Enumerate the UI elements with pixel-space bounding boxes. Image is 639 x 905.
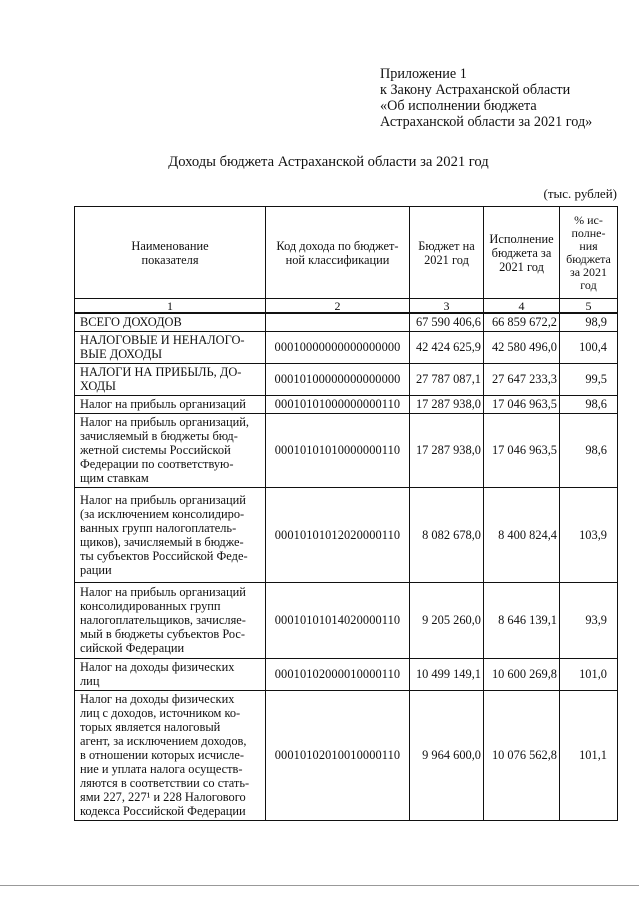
row-percent: 98,6 (560, 395, 618, 413)
units-note: (тыс. рублей) (543, 186, 617, 201)
row-name: НАЛОГОВЫЕ И НЕНАЛОГО- ВЫЕ ДОХОДЫ (75, 331, 266, 363)
row-name: Налог на прибыль организаций, зачисляемый в бюджеты бюд- жетной системы Российской Федерации по соответствую- щим ставкам (75, 413, 266, 487)
row-percent: 100,4 (560, 331, 618, 363)
row-code: 00010102000010000110 (266, 658, 410, 690)
appendix-line: к Закону Астраханской области (380, 82, 571, 98)
table-row (75, 413, 618, 487)
column-header-name: Наименование показателя (75, 207, 266, 299)
column-number: 4 (484, 299, 560, 314)
row-budget: 67 590 406,6 (410, 313, 484, 331)
row-execution: 8 400 824,4 (484, 487, 560, 582)
table-row (75, 658, 618, 690)
row-execution: 10 600 269,8 (484, 658, 560, 690)
row-code: 00010000000000000000 (266, 331, 410, 363)
row-name: ВСЕГО ДОХОДОВ (75, 313, 266, 331)
row-budget: 17 287 938,0 (410, 413, 484, 487)
row-budget: 8 082 678,0 (410, 487, 484, 582)
row-execution: 8 646 139,1 (484, 582, 560, 658)
row-name: НАЛОГИ НА ПРИБЫЛЬ, ДО- ХОДЫ (75, 363, 266, 395)
table-row (75, 487, 618, 582)
column-number: 3 (410, 299, 484, 314)
column-header-execution: Исполнение бюджета за 2021 год (484, 207, 560, 299)
table-row (75, 331, 618, 363)
row-percent: 103,9 (560, 487, 618, 582)
column-number: 1 (75, 299, 266, 314)
row-percent: 101,0 (560, 658, 618, 690)
row-percent: 99,5 (560, 363, 618, 395)
row-budget: 9 964 600,0 (410, 690, 484, 820)
row-budget: 10 499 149,1 (410, 658, 484, 690)
row-code: 00010101010000000110 (266, 413, 410, 487)
row-code (266, 313, 410, 331)
table-row (75, 582, 618, 658)
row-percent: 98,9 (560, 313, 618, 331)
table-row (75, 395, 618, 413)
appendix-block (380, 66, 630, 130)
row-budget: 42 424 625,9 (410, 331, 484, 363)
appendix-line: Приложение 1 (380, 66, 467, 82)
column-header-budget: Бюджет на 2021 год (410, 207, 484, 299)
row-budget: 27 787 087,1 (410, 363, 484, 395)
row-code: 00010101012020000110 (266, 487, 410, 582)
row-execution: 17 046 963,5 (484, 413, 560, 487)
document-title: Доходы бюджета Астраханской области за 2021 год (168, 154, 489, 170)
row-budget: 9 205 260,0 (410, 582, 484, 658)
row-name: Налог на прибыль организаций (75, 395, 266, 413)
appendix-line: Астраханской области за 2021 год» (380, 114, 593, 130)
revenue-table (74, 206, 618, 821)
column-number: 2 (266, 299, 410, 314)
table-row (75, 690, 618, 820)
row-code: 00010101014020000110 (266, 582, 410, 658)
row-name: Налог на доходы физических лиц (75, 658, 266, 690)
row-execution: 10 076 562,8 (484, 690, 560, 820)
row-percent: 98,6 (560, 413, 618, 487)
appendix-line: «Об исполнении бюджета (380, 98, 537, 114)
table-row (75, 363, 618, 395)
row-name: Налог на прибыль организаций консолидированных групп налогоплательщиков, зачисляе- мый в бюджеты субъектов Рос- сийской Федерации (75, 582, 266, 658)
row-percent: 101,1 (560, 690, 618, 820)
row-execution: 66 859 672,2 (484, 313, 560, 331)
row-name: Налог на доходы физических лиц с доходов, источником ко- торых является налоговый агент, за исключением доходов, в отношении которых исчисле- ние и уплата налога осуществ- ляются в соответствии со стать- ями 227, 227¹ и 228 Налогового кодекса Российской Федерации (75, 690, 266, 820)
row-code: 00010100000000000000 (266, 363, 410, 395)
row-execution: 27 647 233,3 (484, 363, 560, 395)
row-execution: 17 046 963,5 (484, 395, 560, 413)
column-number: 5 (560, 299, 618, 314)
column-number-row (75, 299, 618, 314)
row-percent: 93,9 (560, 582, 618, 658)
row-code: 00010101000000000110 (266, 395, 410, 413)
row-budget: 17 287 938,0 (410, 395, 484, 413)
column-header-percent: % ис- полне- ния бюджета за 2021 год (560, 207, 618, 299)
table-header-row (75, 207, 618, 299)
page-bottom-edge (0, 885, 639, 886)
table-row (75, 313, 618, 331)
row-execution: 42 580 496,0 (484, 331, 560, 363)
column-header-code: Код дохода по бюджет- ной классификации (266, 207, 410, 299)
row-name: Налог на прибыль организаций (за исключением консолидиро- ванных групп налогоплатель- щиков), зачисляемый в бюдже- ты субъектов Российской Феде- рации (75, 487, 266, 582)
row-code: 00010102010010000110 (266, 690, 410, 820)
